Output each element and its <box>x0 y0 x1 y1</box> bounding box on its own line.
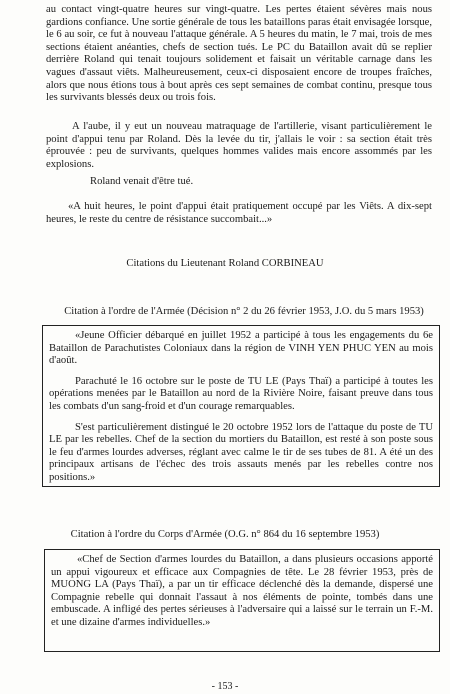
narrative-paragraph-1: au contact vingt-quatre heures sur vingt-quatre. Les pertes étaient sévères mais nous gardions confiance. Une sortie générale de tous les bataillons paras était envisagée lorsque, le 6 au soir, ce fut à nouveau l'attaque générale. A 5 heures du matin, le 7 mai, trois de mes sections étaient anéanties, chefs de section tués. Le PC du Bataillon avait dû se replier derrière Roland qui tenait toujours solidement et faisait un véritable carnage dans les vagues d'assaut viêts. Malheureusement, ceux-ci disposaient encore de troupes fraîches, alors que nous étions tous à bout après ces sept semaines de combat continu, presque tous les survivants blessés deux ou trois fois. <box>46 4 432 104</box>
citation-armee-paragraph-2: Parachuté le 16 octobre sur le poste de TU LE (Pays Thaï) a participé à toutes les opérations menées par le Bataillon au nord de la Rivière Noire, faisant preuve dans tous les combats d'un sang-froid et d'un courage remarquables. <box>49 375 433 412</box>
citation-corps-box <box>44 549 440 652</box>
citation-armee-heading: Citation à l'ordre de l'Armée (Décision n° 2 du 26 février 1953, J.O. du 5 mars 1953) <box>64 306 424 317</box>
citation-corps-heading: Citation à l'ordre du Corps d'Armée (O.G. n° 864 du 16 septembre 1953) <box>70 529 380 540</box>
narrative-paragraph-2: A l'aube, il y eut un nouveau matraquage de l'artillerie, visant particulièrement le point d'appui tenu par Roland. Dès la levée du tir, j'allais le voir : sa section était très éprouvée : peu de survivants, quelques hommes valides mais encore assommés par les explosions. <box>46 121 432 170</box>
page-number: - 153 - <box>211 681 239 692</box>
narrative-paragraph-4: «A huit heures, le point d'appui était pratiquement occupé par les Viêts. A dix-sept heures, le reste du centre de résistance succombait...» <box>46 201 432 225</box>
citation-armee-paragraph-1: «Jeune Officier débarqué en juillet 1952 a participé à tous les engagements du 6e Bataillon de Parachutistes Coloniaux dans la région de VINH YEN PHUC YEN au mois d'août. <box>49 330 433 367</box>
citations-title: Citations du Lieutenant Roland CORBINEAU <box>126 258 324 269</box>
citation-armee-box <box>42 325 440 487</box>
citation-corps-paragraph-1: «Chef de Section d'armes lourdes du Bataillon, a dans plusieurs occasions apporté un appui vigoureux et efficace aux Compagnies de tête. Le 28 février 1953, près de MUONG LA (Pays Thaï), a par un tir efficace déclenché dès la demande, dispersé une Compagnie rebelle qui donnait l'assaut à nos éléments de pointe, tombés dans une embuscade. A infligé des pertes sérieuses à l'adversaire qui a laissé sur le terrain un F.-M. et une dizaine d'armes individuelles.» <box>51 554 433 628</box>
narrative-paragraph-3: Roland venait d'être tué. <box>90 176 194 187</box>
citation-armee-paragraph-3: S'est particulièrement distingué le 20 octobre 1952 lors de l'attaque du poste de TU LE par les rebelles. Chef de la section du mortiers du Bataillon, est resté à son poste sous le feu d'armes lourdes adverses, réglant avec calme le tir de ses tubes de 81. A été un des principaux artisans de l'échec des trois assauts menés par les rebelles contre nos positions.» <box>49 421 433 483</box>
